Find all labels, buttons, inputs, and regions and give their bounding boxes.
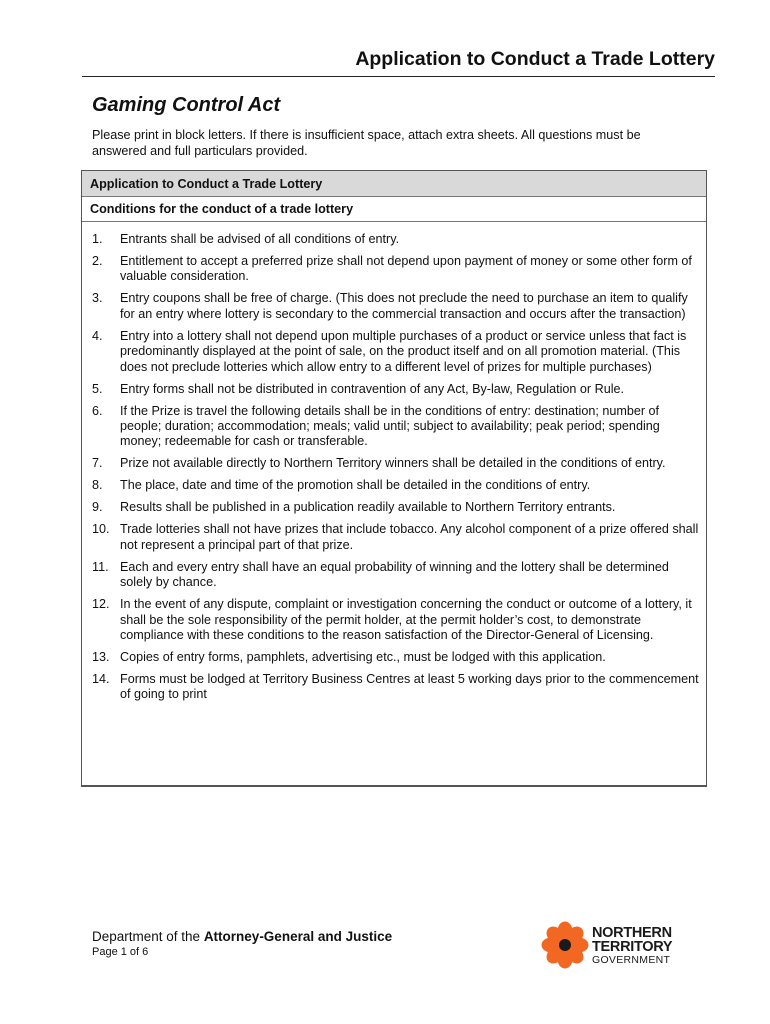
condition-text: Entry coupons shall be free of charge. (This does not preclude the need to purchase an item to qualify for an entry where lottery is secondary to the commercial transaction and occurs after the transaction) [120, 291, 688, 321]
condition-item [92, 254, 700, 285]
condition-number: 9. [92, 500, 103, 515]
condition-number: 5. [92, 381, 103, 396]
condition-text: Copies of entry forms, pamphlets, advertising etc., must be lodged with this application. [120, 650, 606, 665]
condition-item [92, 522, 700, 553]
logo-line-3: GOVERNMENT [592, 954, 671, 966]
condition-number: 3. [92, 291, 103, 306]
condition-text: Prize not available directly to Northern Territory winners shall be detailed in the conditions of entry. [120, 456, 666, 471]
condition-item [92, 597, 700, 643]
condition-item [92, 650, 700, 665]
condition-item [92, 560, 700, 591]
condition-text: Trade lotteries shall not have prizes that include tobacco. Any alcohol component of a prize offered shall not represent a principal part of that prize. [120, 522, 699, 552]
title-rule [82, 76, 715, 77]
condition-number: 1. [92, 232, 103, 246]
condition-text: Entrants shall be advised of all conditions of entry. [120, 232, 400, 246]
page-number: Page 1 of 6 [92, 946, 149, 958]
department-name: Attorney-General and Justice [203, 929, 393, 944]
conditions-table [81, 170, 707, 787]
condition-text: Results shall be published in a publication readily available to Northern Territory entrants. [120, 500, 616, 515]
document-title: Application to Conduct a Trade Lottery [355, 48, 715, 70]
logo-line-2: TERRITORY [592, 939, 673, 955]
condition-text: Forms must be lodged at Territory Business Centres at least 5 working days prior to the commencement of going to print [120, 672, 699, 702]
logo-text [592, 926, 672, 954]
nt-government-logo [540, 920, 680, 970]
act-title: Gaming Control Act [92, 94, 281, 116]
logo-line-1: NORTHERN [592, 925, 672, 941]
condition-item [92, 232, 700, 247]
conditions-list [82, 222, 706, 703]
condition-number: 13. [92, 650, 110, 665]
condition-item [92, 329, 700, 375]
condition-text: Entry into a lottery shall not depend upon multiple purchases of a product or service unless that fact is predominantly displayed at the point of sale, on the product itself and on all promotion material. (This does not preclude lotteries which allow entry to a different level of prizes for multiple purchases) [120, 328, 687, 374]
condition-number: 10. [92, 522, 110, 537]
department-prefix: Department of the [92, 929, 204, 944]
condition-number: 8. [92, 478, 103, 493]
flower-logo-icon [540, 920, 590, 970]
condition-number: 14. [92, 672, 110, 687]
logo-center [559, 939, 571, 951]
condition-item [92, 672, 700, 703]
condition-number: 12. [92, 597, 110, 612]
condition-text: Entitlement to accept a preferred prize shall not depend upon payment of money or some other form of valuable consideration. [120, 254, 692, 284]
condition-text: The place, date and time of the promotion shall be detailed in the conditions of entry. [120, 478, 591, 493]
footer-department [92, 929, 392, 944]
table-subheading: Conditions for the conduct of a trade lottery [82, 197, 706, 222]
condition-item [92, 456, 700, 471]
table-heading: Application to Conduct a Trade Lottery [82, 171, 706, 197]
condition-item [92, 404, 700, 450]
instructions-text: Please print in block letters. If there is insufficient space, attach extra sheets. All questions must be answered and full particulars provided. [92, 128, 641, 158]
condition-item [92, 478, 700, 493]
condition-number: 7. [92, 456, 103, 471]
condition-text: Each and every entry shall have an equal probability of winning and the lottery shall be determined solely by chance. [120, 559, 669, 590]
condition-item [92, 500, 700, 515]
condition-text: If the Prize is travel the following details shall be in the conditions of entry: destination; number of people; duration; accommodation; meals; valid until; subject to availability; peak period; spending money; redeemable for cash or transferable. [120, 403, 660, 449]
condition-text: Entry forms shall not be distributed in contravention of any Act, By-law, Regulation or Rule. [120, 381, 625, 396]
condition-item [92, 291, 700, 322]
condition-item [92, 382, 700, 397]
condition-number: 11. [92, 559, 109, 574]
condition-number: 6. [92, 403, 103, 418]
condition-number: 2. [92, 254, 103, 268]
condition-number: 4. [92, 328, 103, 343]
condition-text: In the event of any dispute, complaint or investigation concerning the conduct or outcome of a lottery, it shall be the sole responsibility of the permit holder, at the permit holder’s cost, to demonstrate compliance with these conditions to the reason satisfaction of the Director-General of Licensing. [120, 597, 692, 643]
